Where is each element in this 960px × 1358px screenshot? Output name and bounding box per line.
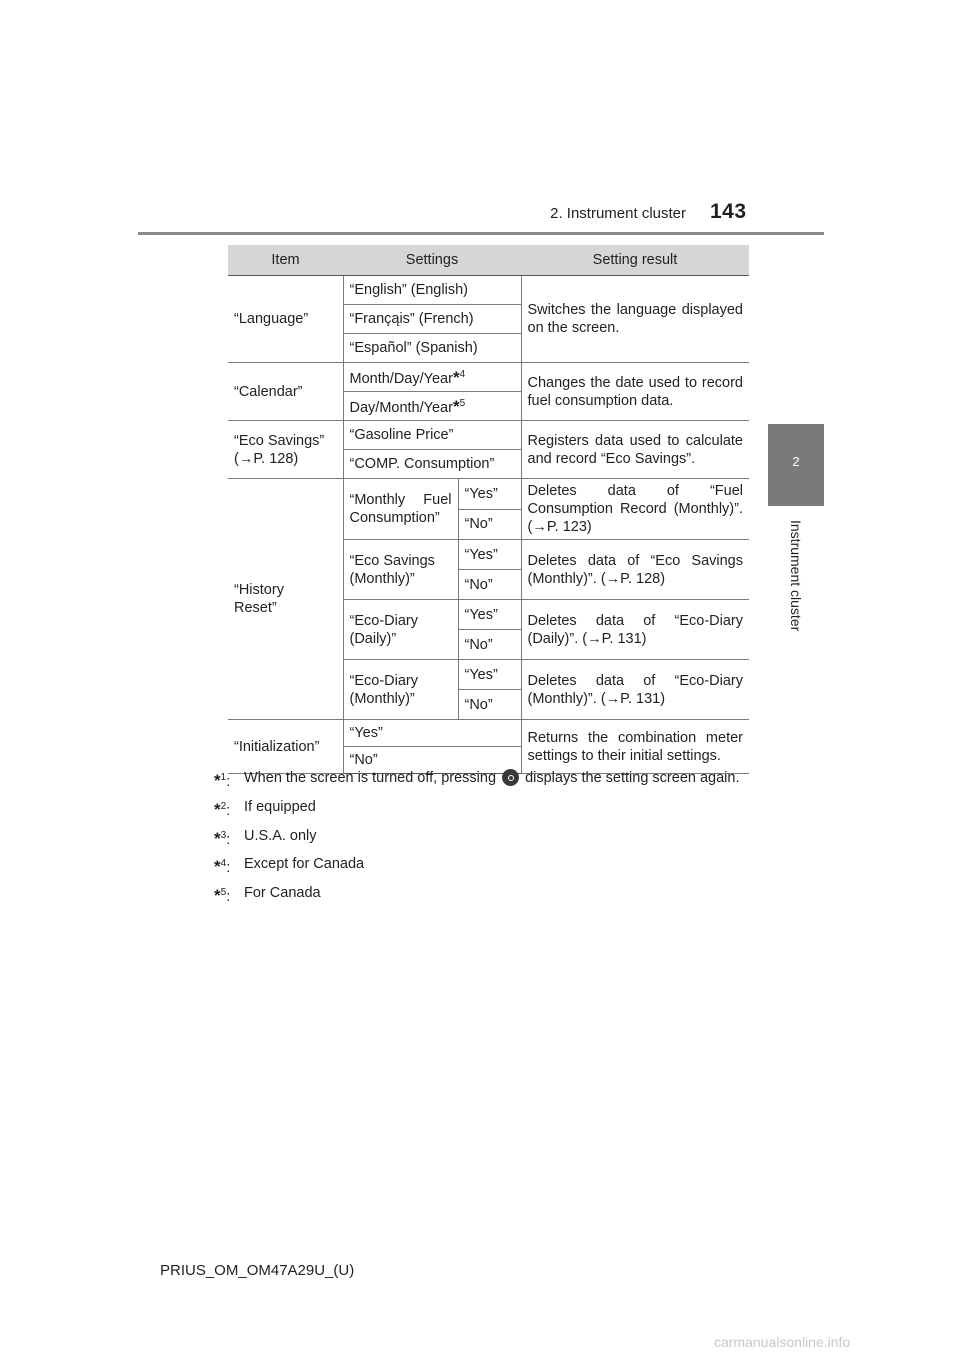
settings-table (228, 245, 749, 774)
setting-cell: “No” (343, 747, 521, 774)
table-row (228, 363, 749, 392)
setting-text: Month/Day/Year (349, 370, 453, 387)
chapter-number: 2 (792, 454, 800, 469)
footnote-text: When the screen is turned off, pressing displays the setting screen again. (244, 770, 740, 786)
table-header-row (228, 245, 749, 276)
footnotes (214, 768, 749, 912)
setting-cell: “English” (English) (343, 276, 521, 305)
item-history-reset (228, 479, 343, 720)
setting-text: Day/Month/Year (349, 399, 453, 416)
footnote (214, 768, 749, 792)
history-subitem: “Eco-Diary (Daily)” (343, 600, 458, 660)
footnote-mark: *$^5$: (214, 886, 231, 906)
item-language: “Language” (228, 276, 343, 363)
page-reference: (→P. 128) (234, 450, 299, 467)
table-row (228, 421, 749, 450)
item-text: “Eco Savings” (234, 432, 325, 449)
footnote-text: Except for Canada (244, 856, 365, 873)
footnote-ref: 5 (459, 398, 466, 410)
result-cell: Deletes data of “Eco-Diary (Daily)”. (→P. 131) (521, 600, 749, 660)
chapter-tab (768, 424, 824, 506)
result-cell: Deletes data of “Eco-Diary (Monthly)”. (→P. 131) (521, 660, 749, 720)
footnote-text: For Canada (244, 885, 321, 902)
result-cell: Registers data used to calculate and record “Eco Savings”. (521, 421, 749, 479)
watermark: carmanualsonline.info (714, 1334, 851, 1350)
footnote (214, 854, 749, 878)
table-row (228, 276, 749, 305)
result-cell: Changes the date used to record fuel consumption data. (521, 363, 749, 421)
column-header-result: Setting result (521, 245, 749, 276)
chapter-label-container (768, 506, 824, 646)
footnote-text: If equipped (244, 798, 316, 815)
item-eco-savings (228, 421, 343, 479)
setting-cell: “Español” (Spanish) (343, 334, 521, 363)
option-no: “No” (458, 690, 521, 720)
table-row (228, 479, 749, 510)
column-header-item: Item (228, 245, 343, 276)
setting-cell: Month/Day/Year*$^4$ (343, 363, 521, 392)
setting-cell: Day/Month/Year*$^5$ (343, 392, 521, 421)
item-calendar: “Calendar” (228, 363, 343, 421)
section-title: 2. Instrument cluster (550, 205, 686, 222)
footnote-mark: *$^3$: (214, 828, 231, 848)
footnote-mark: *$^2$: (214, 799, 231, 819)
history-subitem: “Eco Savings (Monthly)” (343, 540, 458, 600)
header-divider (138, 232, 824, 235)
setting-cell: “Françąis” (French) (343, 305, 521, 334)
setting-cell: “COMP. Consumption” (343, 450, 521, 479)
option-yes: “Yes” (458, 540, 521, 570)
option-no: “No” (458, 570, 521, 600)
document-code: PRIUS_OM_OM47A29U_(U) (160, 1262, 355, 1279)
setting-cell: “Yes” (343, 720, 521, 747)
item-text: “History (234, 582, 284, 598)
footnote-mark: *$^1$: (214, 770, 231, 790)
result-cell: Deletes data of “Fuel Consumption Record (Monthly)”. (→P. 123) (521, 479, 749, 540)
option-no: “No” (458, 630, 521, 660)
option-yes: “Yes” (458, 600, 521, 630)
footnote (214, 883, 749, 907)
result-cell: Deletes data of “Eco Savings (Monthly)”. (→P. 128) (521, 540, 749, 600)
footnote (214, 797, 749, 821)
result-cell: Returns the combination meter settings to their initial settings. (521, 720, 749, 774)
table-row (228, 720, 749, 747)
footnote (214, 826, 749, 850)
chapter-label: Instrument cluster (788, 520, 804, 632)
option-no: “No” (458, 509, 521, 540)
history-subitem: “Eco-Diary (Monthly)” (343, 660, 458, 720)
footnote-text: U.S.A. only (244, 827, 317, 844)
footnote-ref: 4 (459, 369, 466, 381)
history-subitem: “Monthly Fuel Consumption” (343, 479, 458, 540)
page-number: 143 (710, 200, 747, 223)
option-yes: “Yes” (458, 660, 521, 690)
column-header-settings: Settings (343, 245, 521, 276)
meter-control-button-icon (502, 769, 519, 786)
option-yes: “Yes” (458, 479, 521, 510)
footnote-mark: *$^4$: (214, 857, 231, 877)
setting-cell: “Gasoline Price” (343, 421, 521, 450)
result-cell: Switches the language displayed on the screen. (521, 276, 749, 363)
item-initialization: “Initialization” (228, 720, 343, 774)
item-text: Reset” (234, 600, 277, 616)
